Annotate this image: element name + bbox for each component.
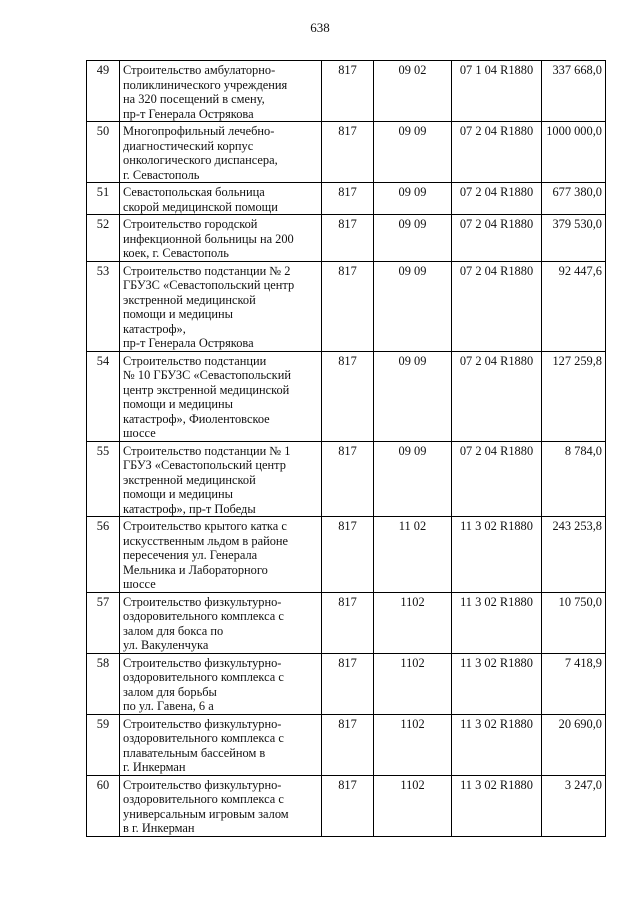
target-article: 11 3 02 R1880 (452, 775, 542, 836)
department-code: 817 (322, 183, 374, 215)
department-code: 817 (322, 517, 374, 593)
target-article: 11 3 02 R1880 (452, 517, 542, 593)
amount: 1000 000,0 (542, 122, 606, 183)
target-article: 11 3 02 R1880 (452, 592, 542, 653)
section-code: 1102 (374, 714, 452, 775)
target-article: 07 2 04 R1880 (452, 441, 542, 517)
department-code: 817 (322, 592, 374, 653)
department-code: 817 (322, 441, 374, 517)
amount: 379 530,0 (542, 215, 606, 262)
page-number: 638 (310, 20, 330, 35)
amount: 3 247,0 (542, 775, 606, 836)
row-number: 49 (87, 61, 120, 122)
amount: 92 447,6 (542, 261, 606, 351)
row-number: 55 (87, 441, 120, 517)
target-article: 11 3 02 R1880 (452, 714, 542, 775)
row-number: 59 (87, 714, 120, 775)
object-name: Севастопольская больница скорой медицинской помощи (120, 183, 322, 215)
object-name: Строительство подстанции № 10 ГБУЗС «Севастопольский центр экстренной медицинской помощи и медицины катастроф», Фиолентовское шоссе (120, 351, 322, 441)
target-article: 07 2 04 R1880 (452, 215, 542, 262)
table-row (87, 183, 606, 215)
section-code: 1102 (374, 653, 452, 714)
table-row (87, 775, 606, 836)
section-code: 09 09 (374, 351, 452, 441)
amount: 20 690,0 (542, 714, 606, 775)
object-name: Многопрофильный лечебно- диагностический корпус онкологического диспансера, г. Севастополь (120, 122, 322, 183)
section-code: 09 02 (374, 61, 452, 122)
object-name: Строительство физкультурно- оздоровительного комплекса с универсальным игровым залом в г. Инкерман (120, 775, 322, 836)
section-code: 09 09 (374, 215, 452, 262)
row-number: 60 (87, 775, 120, 836)
amount: 677 380,0 (542, 183, 606, 215)
section-code: 1102 (374, 592, 452, 653)
department-code: 817 (322, 261, 374, 351)
amount: 8 784,0 (542, 441, 606, 517)
amount: 7 418,9 (542, 653, 606, 714)
table-row (87, 261, 606, 351)
table-row (87, 351, 606, 441)
amount: 243 253,8 (542, 517, 606, 593)
row-number: 56 (87, 517, 120, 593)
target-article: 07 2 04 R1880 (452, 351, 542, 441)
target-article: 11 3 02 R1880 (452, 653, 542, 714)
row-number: 54 (87, 351, 120, 441)
section-code: 09 09 (374, 122, 452, 183)
object-name: Строительство физкультурно- оздоровительного комплекса с плавательным бассейном в г. Инкерман (120, 714, 322, 775)
department-code: 817 (322, 653, 374, 714)
section-code: 09 09 (374, 441, 452, 517)
row-number: 52 (87, 215, 120, 262)
section-code: 11 02 (374, 517, 452, 593)
budget-table (86, 60, 606, 837)
table-row (87, 714, 606, 775)
section-code: 09 09 (374, 183, 452, 215)
row-number: 50 (87, 122, 120, 183)
row-number: 58 (87, 653, 120, 714)
section-code: 1102 (374, 775, 452, 836)
object-name: Строительство физкультурно- оздоровительного комплекса с залом для бокса по ул. Вакуленчука (120, 592, 322, 653)
amount: 337 668,0 (542, 61, 606, 122)
amount: 127 259,8 (542, 351, 606, 441)
amount: 10 750,0 (542, 592, 606, 653)
object-name: Строительство подстанции № 1 ГБУЗ «Севастопольский центр экстренной медицинской помощи и медицины катастроф», пр-т Победы (120, 441, 322, 517)
department-code: 817 (322, 714, 374, 775)
department-code: 817 (322, 775, 374, 836)
table-row (87, 517, 606, 593)
target-article: 07 2 04 R1880 (452, 183, 542, 215)
target-article: 07 2 04 R1880 (452, 261, 542, 351)
object-name: Строительство амбулаторно- поликлинического учреждения на 320 посещений в смену, пр-т Генерала Острякова (120, 61, 322, 122)
table-row (87, 61, 606, 122)
department-code: 817 (322, 122, 374, 183)
section-code: 09 09 (374, 261, 452, 351)
department-code: 817 (322, 351, 374, 441)
department-code: 817 (322, 61, 374, 122)
object-name: Строительство подстанции № 2 ГБУЗС «Севастопольский центр экстренной медицинской помощи и медицины катастроф», пр-т Генерала Острякова (120, 261, 322, 351)
table-row (87, 441, 606, 517)
row-number: 51 (87, 183, 120, 215)
department-code: 817 (322, 215, 374, 262)
row-number: 57 (87, 592, 120, 653)
target-article: 07 1 04 R1880 (452, 61, 542, 122)
table-row (87, 122, 606, 183)
budget-table-body (87, 61, 606, 837)
table-row (87, 215, 606, 262)
object-name: Строительство физкультурно- оздоровительного комплекса с залом для борьбы по ул. Гавена, 6 а (120, 653, 322, 714)
object-name: Строительство городской инфекционной больницы на 200 коек, г. Севастополь (120, 215, 322, 262)
target-article: 07 2 04 R1880 (452, 122, 542, 183)
table-row (87, 653, 606, 714)
row-number: 53 (87, 261, 120, 351)
object-name: Строительство крытого катка с искусственным льдом в районе пересечения ул. Генерала Мельника и Лабораторного шоссе (120, 517, 322, 593)
table-row (87, 592, 606, 653)
